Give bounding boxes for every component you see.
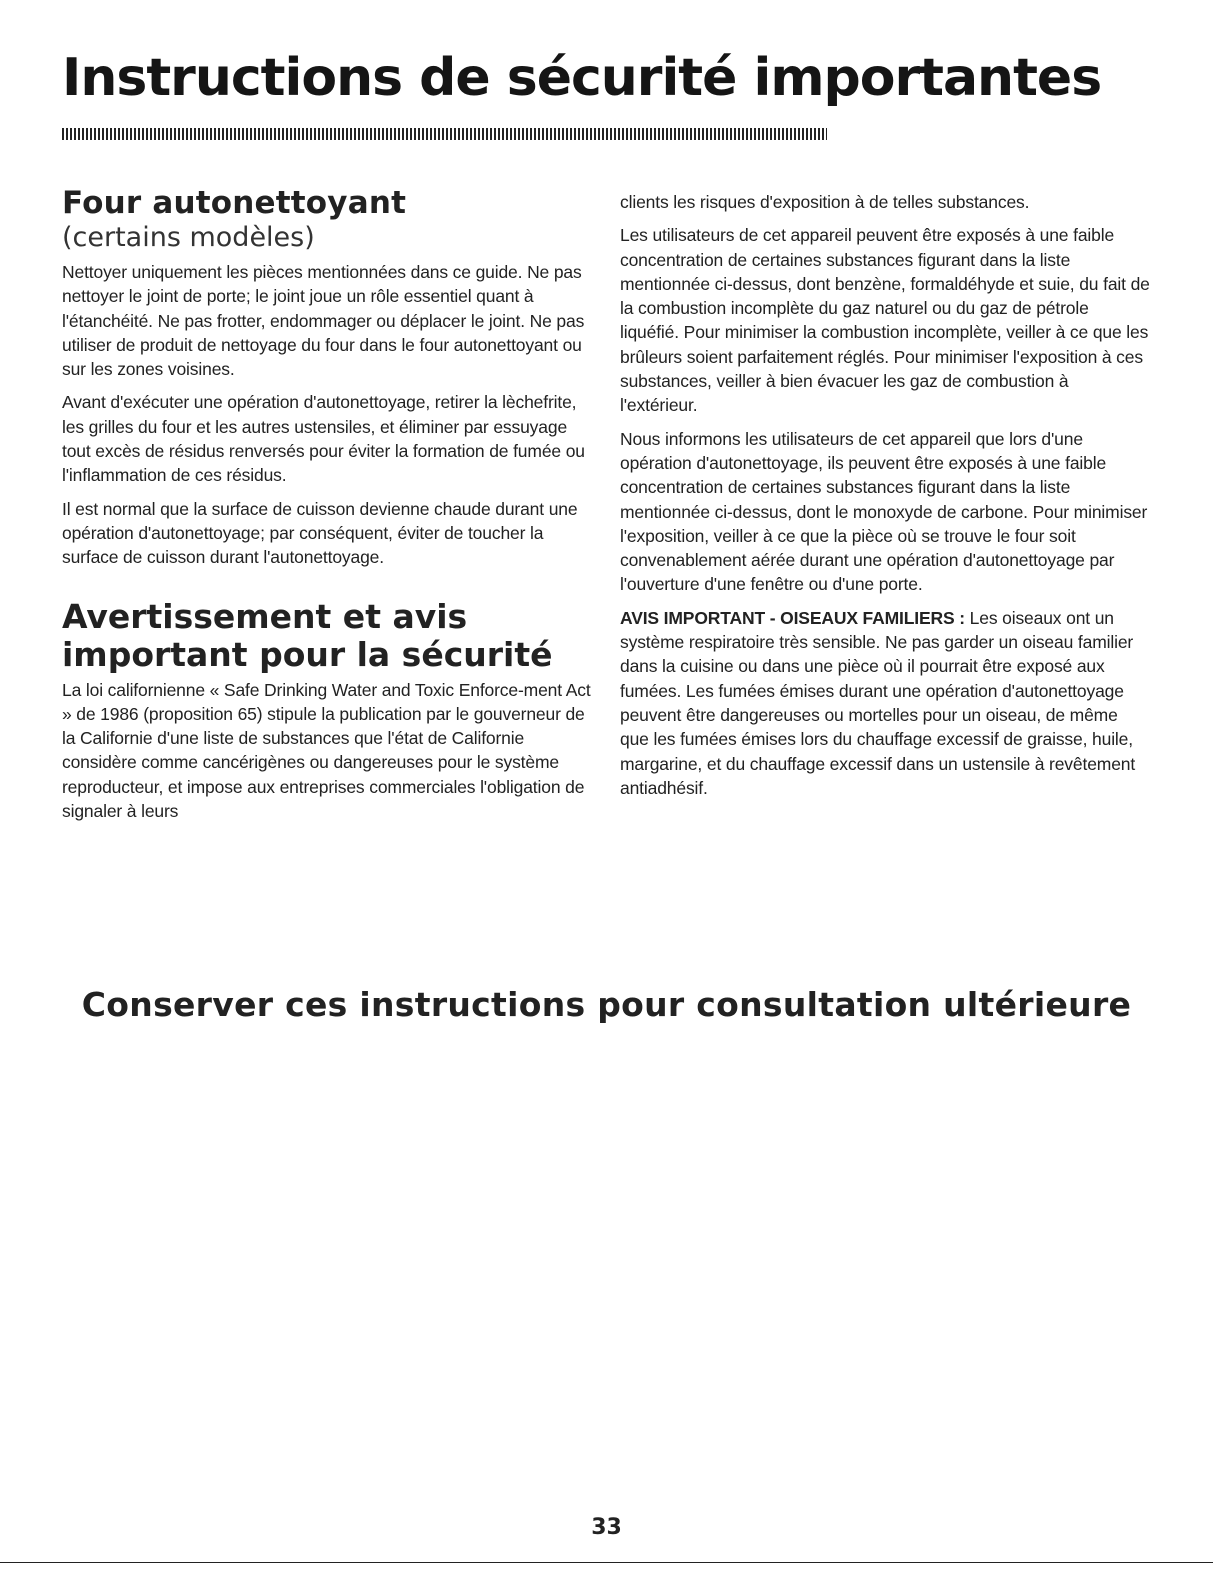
keep-instructions-heading: Conserver ces instructions pour consultation ultérieure: [81, 985, 1132, 1024]
right-column: [620, 190, 1150, 809]
self-cleaning-paragraph-3: Il est normal que la surface de cuisson devienne chaude durant une opération d'autonettoyage; par conséquent, éviter de toucher la surface de cuisson durant l'autonettoyage.: [62, 498, 578, 568]
bottom-rule: [0, 1562, 1213, 1563]
page-title: Instructions de sécurité importantes: [62, 48, 1102, 108]
birds-notice: [620, 606, 1150, 800]
right-paragraph-2: Les utilisateurs de cet appareil peuvent être exposés à une faible concentration de certaines substances figurant dans la liste mentionnée ci-dessus, dont benzène, formaldéhyde et suie, du fait de la combustion incomplète du gaz naturel ou du gaz de pétrole liquéfié. Pour minimiser la combustion incomplète, veiller à ce que les brûleurs soient parfaitement réglés. Pour minimiser l'exposition à ces substances, veiller à bien évacuer les gaz de combustion à l'extérieur.: [620, 225, 1150, 416]
self-cleaning-heading: Four autonettoyant: [62, 185, 407, 221]
self-cleaning-paragraph-1: Nettoyer uniquement les pièces mentionnées dans ce guide. Ne pas nettoyer le joint de porte; le joint joue un rôle essentiel quant à l'étanchéité. Ne pas frotter, endommager ou déplacer le joint. Ne pas utiliser de produit de nettoyage du four dans le four autonettoyant ou sur les zones voisines.: [62, 262, 585, 380]
page-number: 33: [591, 1515, 622, 1540]
right-paragraph-1: clients les risques d'exposition à de telles substances.: [620, 192, 1030, 212]
warning-paragraph: La loi californienne « Safe Drinking Water and Toxic Enforce-ment Act » de 1986 (proposition 65) stipule la publication par le gouverneur de la Californie d'une liste de substances que l'état de Californie considère comme cancérigènes ou dangereuses pour le système reproducteur, et impose aux entreprises commerciales l'obligation de signaler à leurs: [62, 679, 591, 822]
birds-notice-lead: AVIS IMPORTANT - OISEAUX FAMILIERS :: [620, 607, 965, 628]
warning-heading: Avertissement et avis important pour la sécurité: [62, 596, 553, 674]
self-cleaning-paragraph-2: Avant d'exécuter une opération d'autonettoyage, retirer la lèchefrite, les grilles du four et les autres ustensiles, et éliminer par essuyage tout excès de résidus renversés pour éviter la formation de fumée ou l'inflammation de ces résidus.: [62, 392, 585, 486]
self-cleaning-subheading: (certains modèles): [62, 222, 315, 253]
title-dotted-rule: [62, 128, 827, 140]
right-paragraph-3: Nous informons les utilisateurs de cet appareil que lors d'une opération d'autonettoyage, ils peuvent être exposés à une faible concentration de certaines substances figurant dans la liste mentionnée ci-dessus, dont le monoxyde de carbone. Pour minimiser l'exposition, veiller à ce que la pièce où se trouve le four soit convenablement aérée durant une opération d'autonettoyage par l'ouverture d'une fenêtre ou d'une porte.: [620, 428, 1148, 595]
left-column: [62, 186, 592, 832]
birds-notice-text: Les oiseaux ont un système respiratoire très sensible. Ne pas garder un oiseau familier dans la cuisine ou dans une pièce où il pourrait être exposé aux fumées. Les fumées émises durant une opération d'autonettoyage peuvent être dangereuses ou mortelles pour un oiseau, de même que les fumées émises lors du chauffage excessif de graisse, huile, margarine, et du chauffage excessif dans un ustensile à revêtement antiadhésif.: [620, 607, 1136, 798]
